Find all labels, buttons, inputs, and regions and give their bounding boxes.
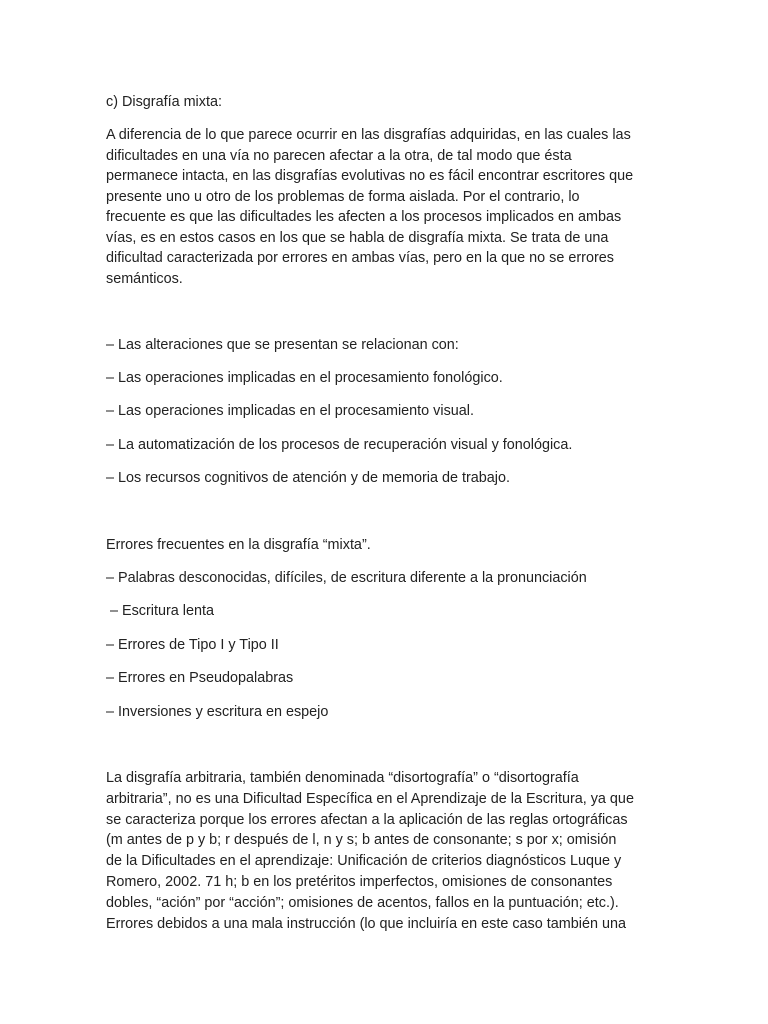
- paragraph-line: Romero, 2002. 71 h; b en los pretéritos imperfectos, omisiones de consonantes: [106, 873, 613, 890]
- paragraph-line: presente uno u otro de los problemas de forma aislada. Por el contrario, lo: [106, 188, 580, 205]
- paragraph-line: frecuente es que las dificultades les afecten a los procesos implicados en ambas: [106, 209, 622, 225]
- paragraph-line: La disgrafía arbitraria, también denominada “disortografía” o “disortografía: [106, 770, 579, 786]
- paragraph-line: vías, es en estos casos en los que se habla de disgrafía mixta. Se trata de una: [106, 229, 609, 246]
- error-item: – Errores en Pseudopalabras: [106, 670, 294, 686]
- paragraph-line: arbitraria”, no es una Dificultad Específica en el Aprendizaje de la Escritura, ya que: [106, 790, 634, 807]
- paragraph-line: dificultad caracterizada por errores en ambas vías, pero en la que no se errores: [106, 250, 614, 266]
- paragraph-line: de la Dificultades en el aprendizaje: Unificación de criterios diagnósticos Luque y: [106, 853, 622, 870]
- paragraph-line: dobles, “ación” por “acción”; omisiones de acentos, fallos en la puntuación; etc.).: [106, 894, 619, 911]
- alteration-item: – La automatización de los procesos de recuperación visual y fonológica.: [106, 437, 573, 453]
- alteration-item: – Las operaciones implicadas en el procesamiento visual.: [106, 403, 474, 419]
- alteration-item: – Los recursos cognitivos de atención y de memoria de trabajo.: [106, 470, 510, 486]
- paragraph-line: dificultades en una vía no parecen afectar a la otra, de tal modo que ésta: [106, 147, 572, 164]
- section-title: c) Disgrafía mixta:: [106, 94, 222, 110]
- paragraph-line: Errores debidos a una mala instrucción (lo que incluiría en este caso también una: [106, 915, 626, 932]
- paragraph-line: permanece intacta, en las disgrafías evolutivas no es fácil encontrar escritores que: [106, 168, 634, 184]
- alteration-item: – Las operaciones implicadas en el procesamiento fonológico.: [106, 370, 503, 386]
- error-item: – Palabras desconocidas, difíciles, de escritura diferente a la pronunciación: [106, 570, 587, 586]
- error-item: – Errores de Tipo I y Tipo II: [106, 637, 279, 653]
- errors-heading: Errores frecuentes en la disgrafía “mixta”.: [106, 537, 371, 553]
- paragraph-line: (m antes de p y b; r después de l, n y s; b antes de consonante; s por x; omisión: [106, 832, 617, 849]
- arbitraria-paragraph: [106, 768, 666, 934]
- error-item: – Inversiones y escritura en espejo: [106, 704, 329, 720]
- paragraph-line: A diferencia de lo que parece ocurrir en las disgrafías adquiridas, en las cuales las: [106, 127, 631, 143]
- error-item: – Escritura lenta: [106, 603, 214, 619]
- paragraph-line: se caracteriza porque los errores afectan a la aplicación de las reglas ortográficas: [106, 811, 628, 828]
- intro-paragraph: [106, 125, 666, 289]
- paragraph-line: semánticos.: [106, 270, 183, 287]
- alteration-item: – Las alteraciones que se presentan se relacionan con:: [106, 337, 459, 353]
